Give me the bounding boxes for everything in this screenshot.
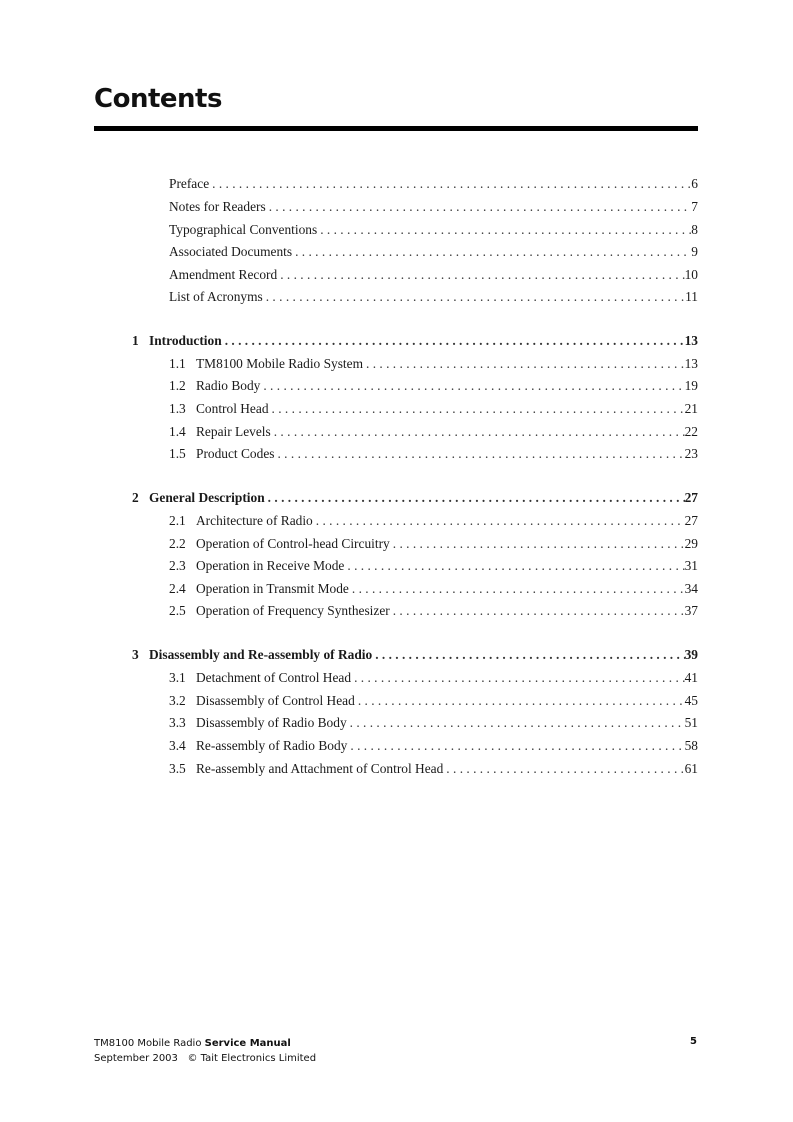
footer-product: TM8100 Mobile Radio xyxy=(94,1038,202,1049)
leader-dots xyxy=(274,446,684,462)
toc-section-page: 45 xyxy=(684,693,698,708)
toc-section-number: 2.3 xyxy=(169,558,186,573)
toc-section-1-4[interactable] xyxy=(169,424,698,442)
leader-dots xyxy=(266,199,692,215)
toc-entry-label: Amendment Record xyxy=(169,267,278,282)
toc-section-number: 2.2 xyxy=(169,536,186,551)
toc-chapter-label: Introduction xyxy=(149,333,222,348)
toc-section-3-3[interactable] xyxy=(169,715,698,733)
toc-entry-label: Notes for Readers xyxy=(169,199,266,214)
leader-dots xyxy=(372,647,684,663)
toc-section-1-3[interactable] xyxy=(169,401,698,419)
toc-section-number: 3.1 xyxy=(169,670,186,685)
toc-section-1-5[interactable] xyxy=(169,446,698,464)
toc-entry-label: Typographical Conventions xyxy=(169,222,318,237)
toc-entry-page: 7 xyxy=(691,199,698,214)
footer-date: September 2003 xyxy=(94,1053,178,1064)
toc-entry-notes-for-readers[interactable] xyxy=(169,199,698,217)
toc-section-label: Radio Body xyxy=(196,378,261,393)
toc-entry-label: Preface xyxy=(169,176,210,191)
leader-dots xyxy=(292,244,691,260)
toc-entry-label: List of Acronyms xyxy=(169,289,263,304)
toc-section-3-1[interactable] xyxy=(169,670,698,688)
toc-section-number: 2.4 xyxy=(169,581,186,596)
leader-dots xyxy=(443,761,684,777)
toc-chapter-page: 13 xyxy=(684,333,698,348)
leader-dots xyxy=(260,378,684,394)
toc-section-page: 23 xyxy=(684,446,698,461)
leader-dots xyxy=(347,738,684,754)
toc-chapter-number: 2 xyxy=(132,490,139,505)
toc-entry-page: 10 xyxy=(684,267,698,282)
leader-dots xyxy=(347,715,685,731)
leader-dots xyxy=(265,490,685,506)
toc-section-3-4[interactable] xyxy=(169,738,698,756)
toc-section-page: 37 xyxy=(684,603,698,618)
toc-section-number: 2.1 xyxy=(169,513,186,528)
footer-copyright: © Tait Electronics Limited xyxy=(187,1053,317,1064)
toc-section-number: 3.3 xyxy=(169,715,186,730)
toc-section-2-5[interactable] xyxy=(169,603,698,621)
toc-section-page: 58 xyxy=(684,738,698,753)
leader-dots xyxy=(355,693,685,709)
leader-dots xyxy=(209,176,691,192)
toc-section-number: 2.5 xyxy=(169,603,186,618)
toc-section-number: 3.5 xyxy=(169,761,186,776)
leader-dots xyxy=(390,536,685,552)
toc-section-label: Re-assembly of Radio Body xyxy=(196,738,348,753)
leader-dots xyxy=(313,513,685,529)
toc-section-number: 1.4 xyxy=(169,424,186,439)
toc-chapter-page: 27 xyxy=(684,490,698,505)
toc-section-page: 29 xyxy=(684,536,698,551)
toc-section-page: 41 xyxy=(684,670,698,685)
toc-entry-list-of-acronyms[interactable] xyxy=(169,289,698,307)
toc-section-page: 27 xyxy=(684,513,698,528)
toc-section-label: Product Codes xyxy=(196,446,275,461)
toc-section-page: 13 xyxy=(684,356,698,371)
toc-section-page: 61 xyxy=(684,761,698,776)
toc-chapter-3[interactable] xyxy=(132,647,698,665)
toc-section-number: 3.4 xyxy=(169,738,186,753)
page-footer xyxy=(94,1036,316,1066)
footer-manual-line xyxy=(94,1036,316,1051)
footer-date-line xyxy=(94,1051,316,1066)
toc-chapter-number: 1 xyxy=(132,333,139,348)
toc-entry-page: 8 xyxy=(691,222,698,237)
toc-entry-page: 9 xyxy=(691,244,698,259)
leader-dots xyxy=(363,356,685,372)
leader-dots xyxy=(344,558,684,574)
toc-section-number: 1.2 xyxy=(169,378,186,393)
toc-chapter-number: 3 xyxy=(132,647,139,662)
toc-entry-preface[interactable] xyxy=(169,176,698,194)
toc-entry-label: Associated Documents xyxy=(169,244,293,259)
page-number: 5 xyxy=(690,1036,697,1047)
toc-section-page: 31 xyxy=(684,558,698,573)
toc-entry-page: 11 xyxy=(685,289,698,304)
toc-section-2-3[interactable] xyxy=(169,558,698,576)
toc-section-number: 3.2 xyxy=(169,693,186,708)
toc-section-label: Disassembly of Control Head xyxy=(196,693,355,708)
toc-section-page: 51 xyxy=(684,715,698,730)
toc-section-label: TM8100 Mobile Radio System xyxy=(196,356,364,371)
toc-section-page: 34 xyxy=(684,581,698,596)
toc-section-label: Operation of Control-head Circuitry xyxy=(196,536,390,551)
toc-section-label: Disassembly of Radio Body xyxy=(196,715,347,730)
leader-dots xyxy=(317,222,691,238)
toc-section-label: Repair Levels xyxy=(196,424,271,439)
toc-section-label: Architecture of Radio xyxy=(196,513,313,528)
leader-dots xyxy=(269,401,685,417)
toc-section-label: Operation in Receive Mode xyxy=(196,558,345,573)
toc-section-label: Re-assembly and Attachment of Control Head xyxy=(196,761,444,776)
toc-section-number: 1.3 xyxy=(169,401,186,416)
leader-dots xyxy=(263,289,685,305)
leader-dots xyxy=(277,267,684,283)
toc-section-page: 19 xyxy=(684,378,698,393)
toc-entry-associated-documents[interactable] xyxy=(169,244,698,262)
toc-section-label: Operation in Transmit Mode xyxy=(196,581,349,596)
toc-chapter-page: 39 xyxy=(684,647,698,662)
footer-manual-type: Service Manual xyxy=(204,1038,291,1049)
toc-section-page: 21 xyxy=(684,401,698,416)
leader-dots xyxy=(390,603,685,619)
toc-section-label: Operation of Frequency Synthesizer xyxy=(196,603,390,618)
toc-chapter-label: General Description xyxy=(149,490,265,505)
toc-section-number: 1.5 xyxy=(169,446,186,461)
toc-chapter-label: Disassembly and Re-assembly of Radio xyxy=(149,647,373,662)
toc-chapter-1[interactable] xyxy=(132,333,698,351)
toc-section-3-2[interactable] xyxy=(169,693,698,711)
toc-section-number: 1.1 xyxy=(169,356,186,371)
toc-entry-amendment-record[interactable] xyxy=(169,267,698,285)
toc-section-label: Detachment of Control Head xyxy=(196,670,352,685)
title-rule xyxy=(94,126,698,131)
toc-entry-typographical-conventions[interactable] xyxy=(169,222,698,240)
toc-section-page: 22 xyxy=(684,424,698,439)
leader-dots xyxy=(271,424,685,440)
toc-entry-page: 6 xyxy=(691,176,698,191)
toc-section-2-2[interactable] xyxy=(169,536,698,554)
toc-section-3-5[interactable] xyxy=(169,761,698,779)
toc-section-2-1[interactable] xyxy=(169,513,698,531)
toc-chapter-2[interactable] xyxy=(132,490,698,508)
leader-dots xyxy=(349,581,685,597)
toc-section-label: Control Head xyxy=(196,401,269,416)
leader-dots xyxy=(222,333,685,349)
toc-section-1-2[interactable] xyxy=(169,378,698,396)
toc-section-1-1[interactable] xyxy=(169,356,698,374)
toc-section-2-4[interactable] xyxy=(169,581,698,599)
leader-dots xyxy=(351,670,685,686)
page-title: Contents xyxy=(94,84,222,114)
